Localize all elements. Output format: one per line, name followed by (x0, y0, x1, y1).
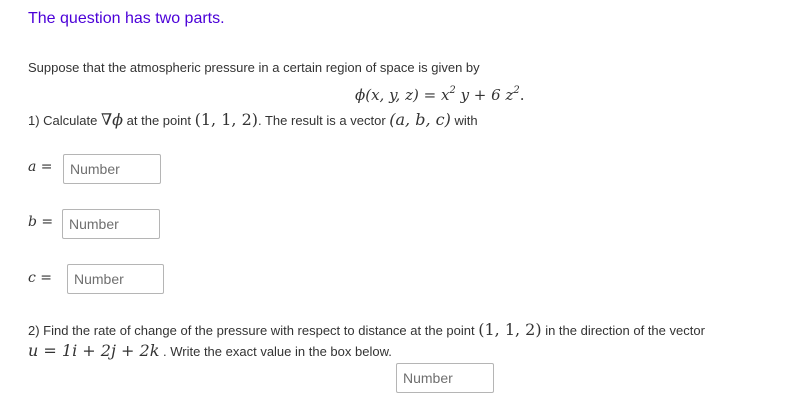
vector-def-1: = 1 (38, 341, 73, 360)
part1-mid1: at the point (123, 113, 195, 128)
vector-def-2: + 2 (77, 341, 111, 360)
label-a-equals: = (36, 159, 53, 175)
part1-mid2: . The result is a vector (258, 113, 390, 128)
formula-lhs: ϕ(x, y, z) = x (355, 86, 450, 104)
part2-suffix: in the direction of the vector (541, 323, 705, 338)
formula-exp-x: 2 (449, 85, 456, 96)
answer-b-input[interactable] (62, 209, 160, 239)
unit-i: i (72, 341, 78, 360)
part2-point: (1, 1, 2) (478, 320, 542, 339)
part2-prefix: 2) Find the rate of change of the pressure with respect to distance at the point (28, 323, 479, 338)
unit-j: j (110, 341, 116, 360)
part2-vector-line (28, 341, 392, 360)
part1-suffix: with (450, 113, 478, 128)
vector-u: u (28, 341, 39, 360)
label-c (28, 270, 52, 286)
part2-tail: . Write the exact value in the box below. (159, 344, 392, 359)
label-b-var: b (28, 214, 37, 230)
rate-of-change-input[interactable] (396, 363, 494, 393)
answer-a-input[interactable] (63, 154, 161, 184)
part1-prompt (28, 110, 478, 129)
question-heading: The question has two parts. (28, 10, 225, 27)
pressure-formula (355, 86, 525, 104)
label-c-var: c (28, 270, 36, 286)
intro-text: Suppose that the atmospheric pressure in a certain region of space is given by (28, 60, 480, 75)
label-b (28, 214, 53, 230)
label-a (28, 159, 53, 175)
formula-period: . (519, 86, 525, 104)
label-a-var: a (28, 159, 37, 175)
part1-prefix: 1) Calculate (28, 113, 101, 128)
label-b-equals: = (36, 214, 54, 230)
part2-prompt (28, 320, 705, 339)
label-c-equals: = (35, 270, 53, 286)
answer-c-input[interactable] (67, 264, 164, 294)
vector-def-3: + 2 (115, 341, 150, 360)
gradient-symbol: ∇ϕ (100, 110, 124, 129)
formula-exp-z: 2 (513, 85, 520, 96)
unit-k: k (149, 341, 160, 360)
part1-point: (1, 1, 2) (194, 110, 258, 129)
formula-middle: y + 6 z (455, 86, 514, 104)
part1-vector: (a, b, c) (389, 110, 451, 129)
